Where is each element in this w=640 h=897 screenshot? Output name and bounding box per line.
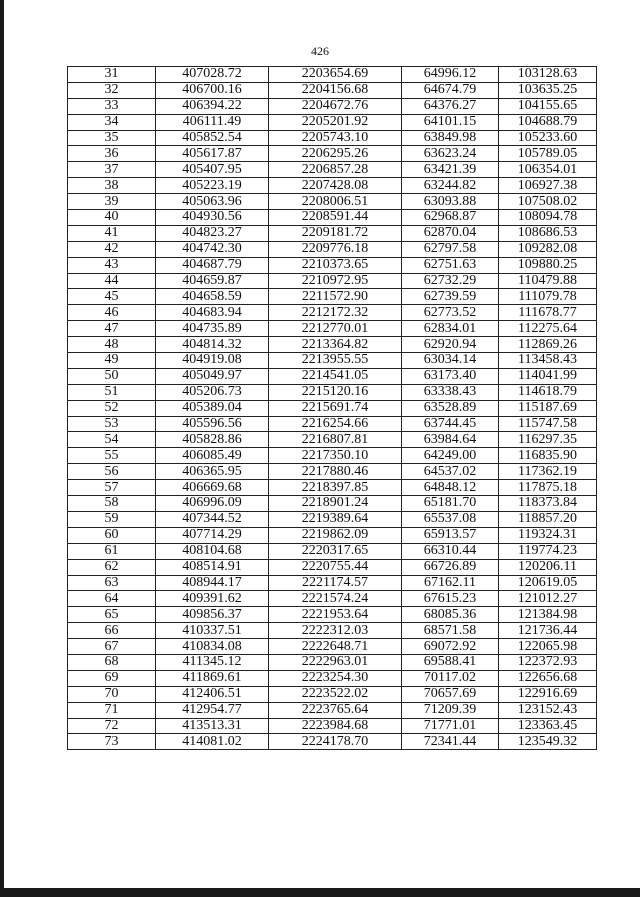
table-row [68, 718, 597, 734]
value-cell-col2: 406365.95 [156, 464, 269, 480]
row-index-cell: 64 [68, 591, 156, 607]
value-cell-col2: 405617.87 [156, 146, 269, 162]
table-row [68, 496, 597, 512]
row-index-cell: 34 [68, 114, 156, 130]
table-row [68, 194, 597, 210]
row-index-cell: 62 [68, 559, 156, 575]
value-cell-col5: 106927.38 [499, 178, 597, 194]
value-cell-col4: 63093.88 [402, 194, 499, 210]
value-cell-col4: 62870.04 [402, 225, 499, 241]
value-cell-col4: 65181.70 [402, 496, 499, 512]
value-cell-col2: 405407.95 [156, 162, 269, 178]
value-cell-col5: 106354.01 [499, 162, 597, 178]
value-cell-col4: 66310.44 [402, 543, 499, 559]
value-cell-col2: 405596.56 [156, 416, 269, 432]
value-cell-col4: 64101.15 [402, 114, 499, 130]
value-cell-col2: 413513.31 [156, 718, 269, 734]
value-cell-col4: 69072.92 [402, 639, 499, 655]
value-cell-col5: 117362.19 [499, 464, 597, 480]
value-cell-col5: 121736.44 [499, 623, 597, 639]
value-cell-col3: 2211572.90 [269, 289, 402, 305]
table-row [68, 241, 597, 257]
value-cell-col3: 2219389.64 [269, 511, 402, 527]
value-cell-col3: 2209181.72 [269, 225, 402, 241]
value-cell-col4: 63421.39 [402, 162, 499, 178]
value-cell-col3: 2213364.82 [269, 337, 402, 353]
value-cell-col3: 2203654.69 [269, 67, 402, 83]
value-cell-col2: 406700.16 [156, 82, 269, 98]
value-cell-col5: 118857.20 [499, 511, 597, 527]
value-cell-col2: 414081.02 [156, 734, 269, 750]
value-cell-col5: 115187.69 [499, 400, 597, 416]
value-cell-col4: 64674.79 [402, 82, 499, 98]
row-index-cell: 49 [68, 353, 156, 369]
table-row [68, 146, 597, 162]
value-cell-col3: 2222312.03 [269, 623, 402, 639]
value-cell-col5: 112869.26 [499, 337, 597, 353]
value-cell-col4: 64249.00 [402, 448, 499, 464]
data-table [67, 66, 597, 750]
value-cell-col5: 122916.69 [499, 686, 597, 702]
value-cell-col5: 122372.93 [499, 654, 597, 670]
value-cell-col2: 404823.27 [156, 225, 269, 241]
value-cell-col3: 2212770.01 [269, 321, 402, 337]
table-row [68, 273, 597, 289]
table-row [68, 511, 597, 527]
table-row [68, 289, 597, 305]
value-cell-col2: 404687.79 [156, 257, 269, 273]
value-cell-col3: 2217350.10 [269, 448, 402, 464]
value-cell-col2: 409856.37 [156, 607, 269, 623]
value-cell-col4: 63984.64 [402, 432, 499, 448]
value-cell-col5: 119324.31 [499, 527, 597, 543]
value-cell-col5: 119774.23 [499, 543, 597, 559]
value-cell-col3: 2204156.68 [269, 82, 402, 98]
value-cell-col5: 123549.32 [499, 734, 597, 750]
value-cell-col3: 2215691.74 [269, 400, 402, 416]
value-cell-col5: 121012.27 [499, 591, 597, 607]
row-index-cell: 69 [68, 670, 156, 686]
value-cell-col5: 108686.53 [499, 225, 597, 241]
row-index-cell: 51 [68, 384, 156, 400]
value-cell-col3: 2217880.46 [269, 464, 402, 480]
value-cell-col2: 405852.54 [156, 130, 269, 146]
value-cell-col3: 2212172.32 [269, 305, 402, 321]
value-cell-col3: 2206295.26 [269, 146, 402, 162]
value-cell-col5: 113458.43 [499, 353, 597, 369]
value-cell-col4: 72341.44 [402, 734, 499, 750]
table-row [68, 591, 597, 607]
value-cell-col2: 410337.51 [156, 623, 269, 639]
row-index-cell: 32 [68, 82, 156, 98]
value-cell-col3: 2221174.57 [269, 575, 402, 591]
value-cell-col4: 71771.01 [402, 718, 499, 734]
row-index-cell: 47 [68, 321, 156, 337]
value-cell-col2: 404919.08 [156, 353, 269, 369]
page-number: 426 [311, 44, 329, 58]
value-cell-col3: 2213955.55 [269, 353, 402, 369]
table-row [68, 527, 597, 543]
value-cell-col4: 62920.94 [402, 337, 499, 353]
value-cell-col5: 114041.99 [499, 368, 597, 384]
value-cell-col4: 63744.45 [402, 416, 499, 432]
table-row [68, 400, 597, 416]
row-index-cell: 71 [68, 702, 156, 718]
table-row [68, 623, 597, 639]
value-cell-col4: 63173.40 [402, 368, 499, 384]
value-cell-col4: 65537.08 [402, 511, 499, 527]
value-cell-col3: 2221574.24 [269, 591, 402, 607]
row-index-cell: 40 [68, 210, 156, 226]
value-cell-col3: 2222648.71 [269, 639, 402, 655]
value-cell-col4: 70117.02 [402, 670, 499, 686]
value-cell-col2: 405828.86 [156, 432, 269, 448]
row-index-cell: 44 [68, 273, 156, 289]
value-cell-col4: 68085.36 [402, 607, 499, 623]
row-index-cell: 37 [68, 162, 156, 178]
value-cell-col3: 2223254.30 [269, 670, 402, 686]
value-cell-col2: 405389.04 [156, 400, 269, 416]
value-cell-col3: 2218397.85 [269, 480, 402, 496]
table-row [68, 114, 597, 130]
table-row [68, 559, 597, 575]
value-cell-col4: 69588.41 [402, 654, 499, 670]
value-cell-col5: 109880.25 [499, 257, 597, 273]
value-cell-col3: 2223765.64 [269, 702, 402, 718]
value-cell-col3: 2220317.65 [269, 543, 402, 559]
value-cell-col5: 109282.08 [499, 241, 597, 257]
value-cell-col2: 407344.52 [156, 511, 269, 527]
row-index-cell: 60 [68, 527, 156, 543]
row-index-cell: 63 [68, 575, 156, 591]
table-row [68, 384, 597, 400]
table-row [68, 178, 597, 194]
value-cell-col2: 404930.56 [156, 210, 269, 226]
value-cell-col5: 107508.02 [499, 194, 597, 210]
row-index-cell: 68 [68, 654, 156, 670]
value-cell-col2: 406669.68 [156, 480, 269, 496]
value-cell-col3: 2219862.09 [269, 527, 402, 543]
value-cell-col3: 2210972.95 [269, 273, 402, 289]
table-row [68, 480, 597, 496]
row-index-cell: 48 [68, 337, 156, 353]
table-row [68, 225, 597, 241]
value-cell-col5: 103635.25 [499, 82, 597, 98]
value-cell-col4: 64848.12 [402, 480, 499, 496]
table-row [68, 575, 597, 591]
value-cell-col3: 2210373.65 [269, 257, 402, 273]
value-cell-col5: 104155.65 [499, 98, 597, 114]
table-row [68, 686, 597, 702]
value-cell-col5: 122065.98 [499, 639, 597, 655]
table-row [68, 607, 597, 623]
row-index-cell: 58 [68, 496, 156, 512]
value-cell-col4: 64996.12 [402, 67, 499, 83]
value-cell-col3: 2205743.10 [269, 130, 402, 146]
row-index-cell: 67 [68, 639, 156, 655]
row-index-cell: 45 [68, 289, 156, 305]
table-row [68, 67, 597, 83]
row-index-cell: 33 [68, 98, 156, 114]
value-cell-col2: 405063.96 [156, 194, 269, 210]
value-cell-col2: 407028.72 [156, 67, 269, 83]
value-cell-col2: 407714.29 [156, 527, 269, 543]
value-cell-col4: 65913.57 [402, 527, 499, 543]
value-cell-col4: 64537.02 [402, 464, 499, 480]
table-row [68, 702, 597, 718]
value-cell-col3: 2207428.08 [269, 178, 402, 194]
row-index-cell: 41 [68, 225, 156, 241]
row-index-cell: 42 [68, 241, 156, 257]
value-cell-col4: 64376.27 [402, 98, 499, 114]
value-cell-col4: 63338.43 [402, 384, 499, 400]
value-cell-col4: 62773.52 [402, 305, 499, 321]
value-cell-col3: 2204672.76 [269, 98, 402, 114]
value-cell-col5: 120619.05 [499, 575, 597, 591]
table-row [68, 639, 597, 655]
value-cell-col5: 111079.78 [499, 289, 597, 305]
value-cell-col4: 62751.63 [402, 257, 499, 273]
value-cell-col3: 2209776.18 [269, 241, 402, 257]
value-cell-col3: 2216807.81 [269, 432, 402, 448]
value-cell-col3: 2224178.70 [269, 734, 402, 750]
value-cell-col2: 405049.97 [156, 368, 269, 384]
table-row [68, 416, 597, 432]
value-cell-col2: 405223.19 [156, 178, 269, 194]
table-row [68, 130, 597, 146]
value-cell-col5: 105789.05 [499, 146, 597, 162]
scan-left-edge [0, 0, 4, 897]
value-cell-col5: 118373.84 [499, 496, 597, 512]
table-row [68, 210, 597, 226]
value-cell-col5: 111678.77 [499, 305, 597, 321]
table-row [68, 257, 597, 273]
value-cell-col3: 2223984.68 [269, 718, 402, 734]
value-cell-col5: 117875.18 [499, 480, 597, 496]
value-cell-col4: 62797.58 [402, 241, 499, 257]
value-cell-col2: 404683.94 [156, 305, 269, 321]
row-index-cell: 39 [68, 194, 156, 210]
value-cell-col5: 114618.79 [499, 384, 597, 400]
value-cell-col3: 2222963.01 [269, 654, 402, 670]
table-row [68, 654, 597, 670]
table-row [68, 670, 597, 686]
scan-bottom-edge [0, 888, 640, 897]
value-cell-col2: 406394.22 [156, 98, 269, 114]
value-cell-col3: 2223522.02 [269, 686, 402, 702]
value-cell-col2: 406085.49 [156, 448, 269, 464]
value-cell-col3: 2208591.44 [269, 210, 402, 226]
value-cell-col2: 404814.32 [156, 337, 269, 353]
value-cell-col2: 404735.89 [156, 321, 269, 337]
value-cell-col4: 63244.82 [402, 178, 499, 194]
row-index-cell: 35 [68, 130, 156, 146]
row-index-cell: 72 [68, 718, 156, 734]
value-cell-col2: 405206.73 [156, 384, 269, 400]
value-cell-col4: 68571.58 [402, 623, 499, 639]
table-body [68, 67, 597, 750]
row-index-cell: 46 [68, 305, 156, 321]
table-row [68, 464, 597, 480]
row-index-cell: 31 [68, 67, 156, 83]
value-cell-col4: 62732.29 [402, 273, 499, 289]
value-cell-col4: 63623.24 [402, 146, 499, 162]
value-cell-col5: 123152.43 [499, 702, 597, 718]
row-index-cell: 57 [68, 480, 156, 496]
table-row [68, 734, 597, 750]
value-cell-col2: 406111.49 [156, 114, 269, 130]
row-index-cell: 66 [68, 623, 156, 639]
value-cell-col5: 108094.78 [499, 210, 597, 226]
value-cell-col2: 408514.91 [156, 559, 269, 575]
value-cell-col5: 115747.58 [499, 416, 597, 432]
value-cell-col5: 120206.11 [499, 559, 597, 575]
row-index-cell: 55 [68, 448, 156, 464]
value-cell-col3: 2218901.24 [269, 496, 402, 512]
table-row [68, 337, 597, 353]
value-cell-col2: 404658.59 [156, 289, 269, 305]
row-index-cell: 36 [68, 146, 156, 162]
value-cell-col4: 66726.89 [402, 559, 499, 575]
value-cell-col4: 67162.11 [402, 575, 499, 591]
value-cell-col2: 406996.09 [156, 496, 269, 512]
table-row [68, 82, 597, 98]
value-cell-col3: 2215120.16 [269, 384, 402, 400]
row-index-cell: 70 [68, 686, 156, 702]
value-cell-col2: 409391.62 [156, 591, 269, 607]
row-index-cell: 50 [68, 368, 156, 384]
value-cell-col5: 116297.35 [499, 432, 597, 448]
value-cell-col4: 62739.59 [402, 289, 499, 305]
value-cell-col4: 70657.69 [402, 686, 499, 702]
row-index-cell: 54 [68, 432, 156, 448]
table-row [68, 368, 597, 384]
table-row [68, 543, 597, 559]
table-row [68, 162, 597, 178]
value-cell-col3: 2221953.64 [269, 607, 402, 623]
value-cell-col5: 121384.98 [499, 607, 597, 623]
value-cell-col3: 2206857.28 [269, 162, 402, 178]
value-cell-col5: 103128.63 [499, 67, 597, 83]
table-row [68, 98, 597, 114]
value-cell-col3: 2214541.05 [269, 368, 402, 384]
value-cell-col5: 123363.45 [499, 718, 597, 734]
value-cell-col2: 404742.30 [156, 241, 269, 257]
row-index-cell: 53 [68, 416, 156, 432]
value-cell-col4: 71209.39 [402, 702, 499, 718]
row-index-cell: 52 [68, 400, 156, 416]
value-cell-col5: 105233.60 [499, 130, 597, 146]
row-index-cell: 65 [68, 607, 156, 623]
value-cell-col2: 408104.68 [156, 543, 269, 559]
table-row [68, 448, 597, 464]
value-cell-col4: 63528.89 [402, 400, 499, 416]
value-cell-col2: 412954.77 [156, 702, 269, 718]
row-index-cell: 61 [68, 543, 156, 559]
value-cell-col3: 2220755.44 [269, 559, 402, 575]
row-index-cell: 56 [68, 464, 156, 480]
value-cell-col5: 110479.88 [499, 273, 597, 289]
value-cell-col2: 412406.51 [156, 686, 269, 702]
value-cell-col3: 2216254.66 [269, 416, 402, 432]
table-row [68, 353, 597, 369]
row-index-cell: 43 [68, 257, 156, 273]
value-cell-col4: 63849.98 [402, 130, 499, 146]
table-row [68, 432, 597, 448]
table-row [68, 305, 597, 321]
value-cell-col5: 122656.68 [499, 670, 597, 686]
value-cell-col2: 410834.08 [156, 639, 269, 655]
value-cell-col4: 62834.01 [402, 321, 499, 337]
row-index-cell: 59 [68, 511, 156, 527]
value-cell-col4: 62968.87 [402, 210, 499, 226]
value-cell-col2: 411869.61 [156, 670, 269, 686]
row-index-cell: 73 [68, 734, 156, 750]
value-cell-col5: 116835.90 [499, 448, 597, 464]
value-cell-col2: 404659.87 [156, 273, 269, 289]
value-cell-col3: 2208006.51 [269, 194, 402, 210]
value-cell-col3: 2205201.92 [269, 114, 402, 130]
value-cell-col5: 104688.79 [499, 114, 597, 130]
value-cell-col2: 408944.17 [156, 575, 269, 591]
row-index-cell: 38 [68, 178, 156, 194]
table-row [68, 321, 597, 337]
value-cell-col4: 63034.14 [402, 353, 499, 369]
value-cell-col2: 411345.12 [156, 654, 269, 670]
value-cell-col5: 112275.64 [499, 321, 597, 337]
value-cell-col4: 67615.23 [402, 591, 499, 607]
